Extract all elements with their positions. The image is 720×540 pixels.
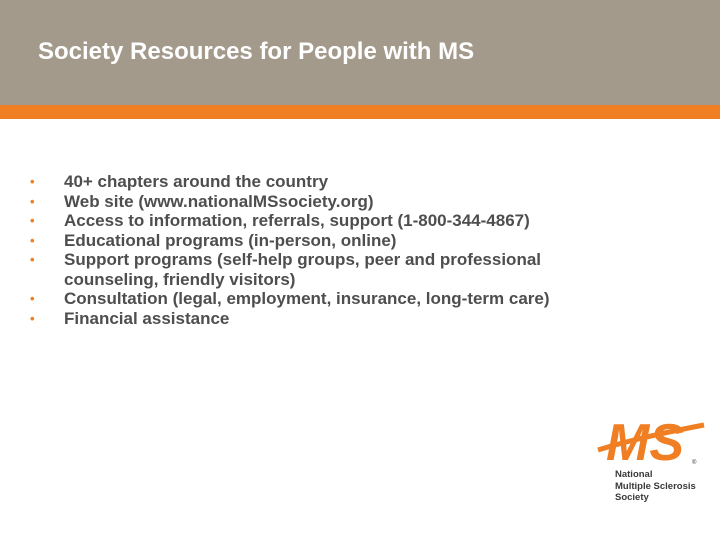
logo-name-line: Multiple Sclerosis [615,480,696,492]
bullet-text: Consultation (legal, employment, insurance, long-term care) [64,289,550,308]
bullet-item [30,309,700,329]
bullet-icon: • [30,252,35,267]
bullet-item [30,289,700,309]
logo-name-line: Society [615,492,649,503]
registered-mark: ® [692,460,697,466]
bullet-text: Educational programs (in-person, online) [64,230,397,250]
bullet-icon: • [30,174,35,189]
bullet-icon: • [30,232,35,248]
bullet-text: Access to information, referrals, support (1-800-344-4867) [64,211,530,230]
title-bar [0,0,720,105]
bullet-text: Web site (www.nationalMSsociety.org) [64,191,374,211]
bullet-icon: • [30,310,35,326]
bullet-text-continuation: counseling, friendly visitors) [64,269,296,289]
logo-name [615,469,696,504]
bullet-icon: • [30,213,35,228]
slide-title: Society Resources for People with MS [38,38,475,65]
bullet-item [30,231,700,251]
bullet-item [30,172,700,192]
bullet-list [30,172,700,328]
bullet-item [30,192,700,212]
bullet-text: Financial assistance [64,308,230,328]
bullet-item [30,211,700,231]
logo-mark: MS [606,414,684,472]
logo-name-line: National [615,469,653,480]
bullet-icon: • [30,193,35,209]
accent-stripe [0,105,720,119]
bullet-icon: • [30,291,35,306]
bullet-item [30,250,700,289]
bullet-text: 40+ chapters around the country [64,172,329,191]
bullet-text: Support programs (self-help groups, peer and professional [64,250,542,269]
